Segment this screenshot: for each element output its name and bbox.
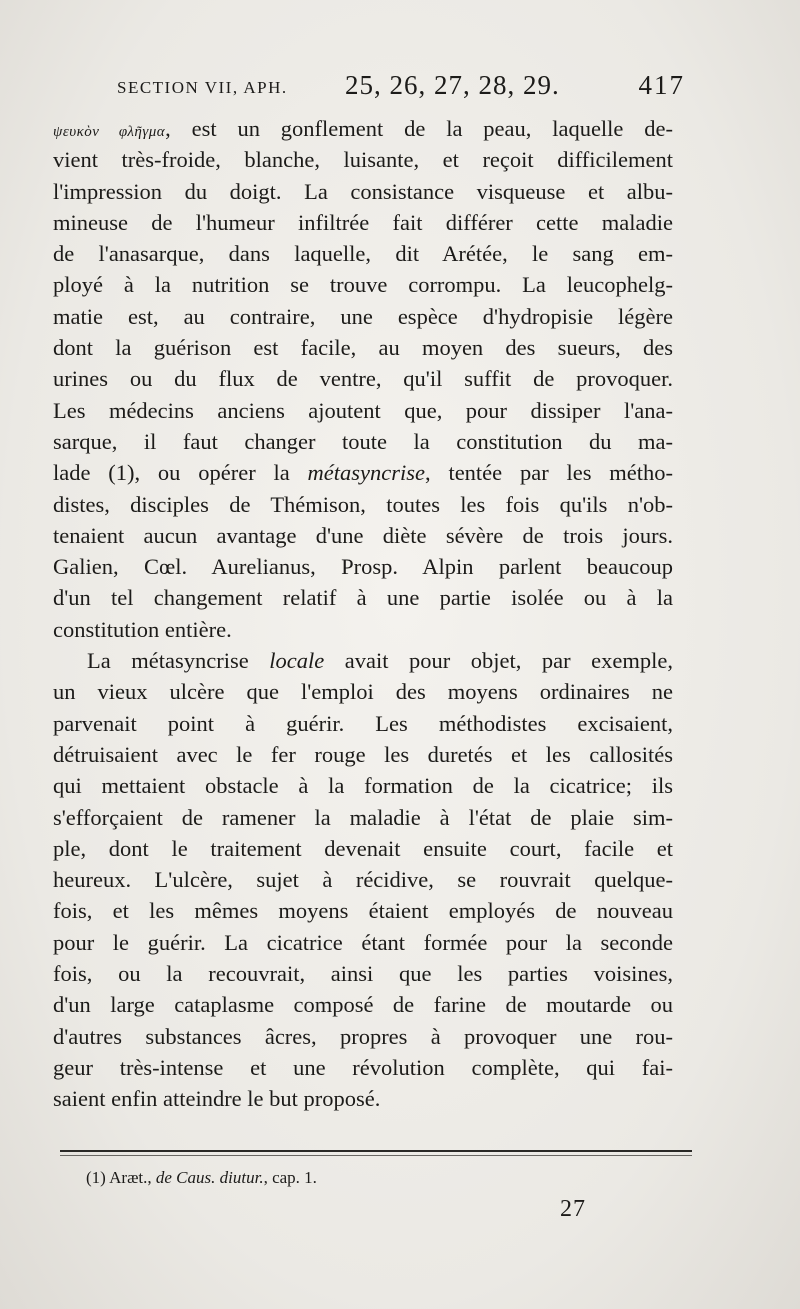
text-line [53, 457, 673, 488]
text-line [53, 802, 673, 833]
text-segment: avait pour objet, par exemple, [324, 648, 674, 674]
body-text [53, 113, 673, 1115]
running-header [117, 72, 685, 112]
page-number: 417 [638, 70, 685, 100]
text-segment: détruisaient avec le fer rouge les duretés et les callosités [53, 741, 673, 767]
text-line [53, 895, 673, 926]
text-segment: un vieux ulcère que l'emploi des moyens ordinaires ne [53, 679, 673, 705]
text-line [53, 833, 673, 864]
text-segment: constitution entière. [53, 616, 232, 642]
footnote [86, 1168, 317, 1188]
text-line [53, 1052, 673, 1083]
text-line [53, 1021, 673, 1052]
footnote-rest: , cap. 1. [263, 1168, 317, 1187]
text-line [53, 363, 673, 394]
text-segment: La métasyncrise [87, 648, 270, 674]
text-segment: Les médecins anciens ajoutent que, pour dissiper l'ana- [53, 397, 673, 423]
text-segment: saient enfin atteindre le but proposé. [53, 1086, 381, 1112]
text-line [53, 864, 673, 895]
text-segment: Galien, Cœl. Aurelianus, Prosp. Alpin parlent beaucoup [53, 554, 673, 580]
text-segment: heureux. L'ulcère, sujet à récidive, se rouvrait quelque- [53, 867, 673, 893]
italic-term: locale [269, 648, 325, 674]
text-segment: lade (1), ou opérer la [53, 460, 308, 486]
text-line [53, 1083, 673, 1114]
text-segment: de l'anasarque, dans laquelle, dit Arétée, le sang em- [53, 241, 673, 267]
text-segment: qui mettaient obstacle à la formation de la cicatrice; ils [53, 773, 673, 799]
footnote-marker: (1) Aræt., [86, 1168, 152, 1187]
text-line [53, 269, 673, 300]
text-segment: parvenait point à guérir. Les méthodistes excisaient, [53, 710, 673, 736]
text-segment: , tentée par les métho- [425, 460, 674, 486]
section-label: SECTION VII, APH. [117, 78, 288, 97]
text-segment: pour le guérir. La cicatrice étant formée pour la seconde [53, 929, 673, 955]
text-line [53, 958, 673, 989]
text-line [53, 176, 673, 207]
text-line [53, 676, 673, 707]
text-line [53, 332, 673, 363]
signature-mark: 27 [560, 1196, 586, 1222]
text-segment: fois, et les mêmes moyens étaient employés de nouveau [53, 898, 673, 924]
text-line [53, 520, 673, 551]
text-segment: dont la guérison est facile, au moyen des sueurs, des [53, 335, 673, 361]
text-segment: ployé à la nutrition se trouve corrompu. La leucophelg- [53, 272, 673, 298]
text-segment: mineuse de l'humeur infiltrée fait différer cette maladie [53, 209, 673, 235]
text-line [53, 426, 673, 457]
text-line [53, 708, 673, 739]
text-line [53, 614, 673, 645]
text-segment: d'un tel changement relatif à une partie isolée ou à la [53, 585, 673, 611]
text-segment: , est un gonflement de la peau, laquelle de- [165, 116, 673, 141]
text-segment: urines ou du flux de ventre, qu'il suffit de provoquer. [53, 366, 673, 392]
footnote-rule-thin [60, 1155, 692, 1156]
text-line [53, 739, 673, 770]
text-segment: geur très-intense et une révolution complète, qui fai- [53, 1054, 673, 1080]
text-line [53, 489, 673, 520]
text-line [53, 582, 673, 613]
text-line [53, 113, 673, 144]
text-line [53, 770, 673, 801]
aphorism-numbers: 25, 26, 27, 28, 29. [345, 70, 560, 100]
text-line [53, 395, 673, 426]
text-line [53, 207, 673, 238]
text-segment: s'efforçaient de ramener la maladie à l'état de plaie sim- [53, 804, 673, 830]
footnote-title: de Caus. diutur. [155, 1168, 264, 1187]
text-line [53, 989, 673, 1020]
text-segment: tenaient aucun avantage d'une diète sévère de trois jours. [53, 522, 673, 548]
text-segment: d'autres substances âcres, propres à provoquer une rou- [53, 1023, 673, 1049]
text-segment: distes, disciples de Thémison, toutes les fois qu'ils n'ob- [53, 491, 673, 517]
text-segment: vient très-froide, blanche, luisante, et reçoit difficilement [53, 147, 673, 173]
text-segment: l'impression du doigt. La consistance visqueuse et albu- [53, 178, 673, 204]
text-line [53, 645, 673, 676]
text-segment: sarque, il faut changer toute la constitution du ma- [53, 428, 673, 454]
text-segment: d'un large cataplasme composé de farine de moutarde ou [53, 992, 673, 1018]
text-line [53, 927, 673, 958]
greek-term: ψευκὸν φλῆγμα [53, 124, 166, 140]
text-segment: ple, dont le traitement devenait ensuite court, facile et [53, 835, 673, 861]
text-line [53, 301, 673, 332]
text-segment: fois, ou la recouvrait, ainsi que les parties voisines, [53, 961, 673, 987]
italic-term: métasyncrise [307, 460, 426, 486]
text-line [53, 238, 673, 269]
text-line [53, 551, 673, 582]
text-segment: matie est, au contraire, une espèce d'hydropisie légère [53, 303, 673, 329]
footnote-rule [60, 1150, 692, 1152]
text-line [53, 144, 673, 175]
